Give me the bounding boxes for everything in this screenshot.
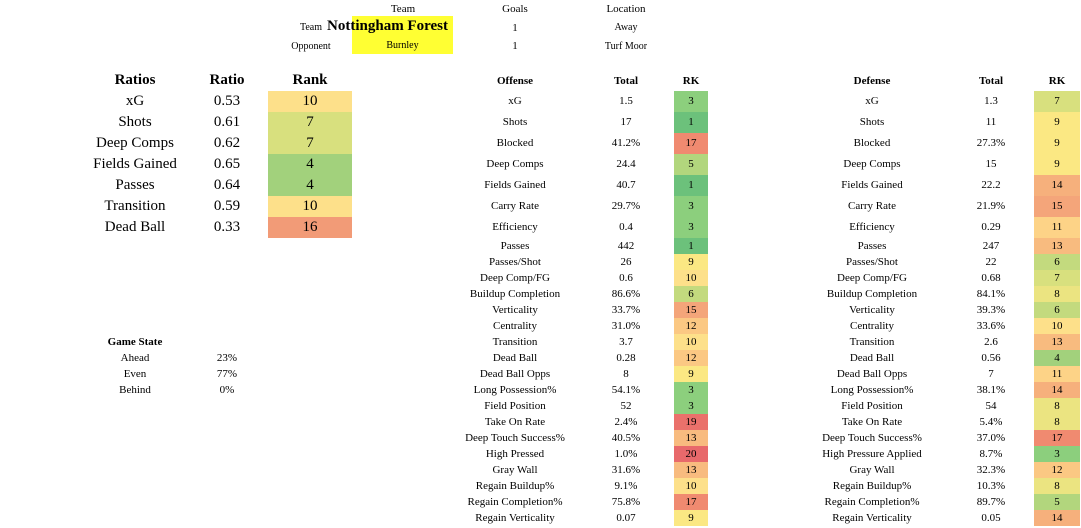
game-state-value: 0% <box>219 384 235 396</box>
team-name-cell[interactable] <box>327 16 453 37</box>
offense-row-rank: 9 <box>674 254 708 270</box>
offense-row-total: 29.7% <box>611 200 641 212</box>
defense-row-total: 10.3% <box>976 480 1006 492</box>
header-location-col: Location <box>606 3 646 15</box>
ratios-row-ratio: 0.53 <box>213 93 241 109</box>
offense-row-label: Passes/Shot <box>489 256 541 268</box>
defense-row-total: 27.3% <box>976 137 1006 149</box>
offense-row-total: 0.28 <box>616 352 636 364</box>
offense-row-rank: 10 <box>674 478 708 494</box>
game-state-label: Behind <box>119 384 151 396</box>
offense-row-total: 8 <box>623 368 629 380</box>
offense-row-rank: 17 <box>674 494 708 510</box>
ratios-row-label: Deep Comps <box>96 135 174 151</box>
offense-row-total: 26 <box>620 256 632 268</box>
defense-row-total: 2.6 <box>984 336 998 348</box>
defense-row-rank: 6 <box>1034 302 1080 318</box>
offense-row-label: Gray Wall <box>492 464 538 476</box>
offense-header: Offense <box>496 75 534 87</box>
offense-row-label: Dead Ball Opps <box>479 368 551 380</box>
defense-row-total: 0.29 <box>981 221 1001 233</box>
offense-row-rank: 1 <box>674 112 708 133</box>
offense-row-label: Deep Comp/FG <box>480 272 550 284</box>
ratios-row-rank: 4 <box>268 175 352 196</box>
defense-row-label: Buildup Completion <box>826 288 918 300</box>
defense-row-total: 21.9% <box>976 200 1006 212</box>
ratios-row-rank: 4 <box>268 154 352 175</box>
offense-row-total: 0.4 <box>619 221 633 233</box>
defense-row-label: Passes/Shot <box>846 256 898 268</box>
defense-row-label: Shots <box>859 116 885 128</box>
offense-row-total: 40.5% <box>611 432 641 444</box>
defense-row-rank: 15 <box>1034 196 1080 217</box>
defense-row-label: Long Possession% <box>830 384 914 396</box>
defense-row-total: 15 <box>985 158 997 170</box>
defense-row-rank: 9 <box>1034 112 1080 133</box>
offense-row-rank: 3 <box>674 91 708 112</box>
header-goals-col: Goals <box>502 3 528 15</box>
defense-row-rank: 13 <box>1034 334 1080 350</box>
ratios-row-rank: 7 <box>268 112 352 133</box>
ratios-row-ratio: 0.65 <box>213 156 241 172</box>
defense-row-label: Deep Comps <box>843 158 901 170</box>
offense-row-label: Take On Rate <box>484 416 546 428</box>
offense-row-rank: 1 <box>674 175 708 196</box>
defense-row-label: Deep Comp/FG <box>837 272 907 284</box>
ratios-row-ratio: 0.62 <box>213 135 241 151</box>
offense-row-rank: 3 <box>674 382 708 398</box>
defense-row-rank: 7 <box>1034 91 1080 112</box>
defense-row-label: Dead Ball <box>849 352 895 364</box>
ratios-row-ratio: 0.59 <box>213 198 241 214</box>
offense-row-total: 54.1% <box>611 384 641 396</box>
offense-row-total: 3.7 <box>619 336 633 348</box>
defense-row-total: 32.3% <box>976 464 1006 476</box>
ratios-row-rank: 7 <box>268 133 352 154</box>
offense-row-label: Field Position <box>484 400 546 412</box>
defense-row-total: 89.7% <box>976 496 1006 508</box>
offense-row-label: Long Possession% <box>473 384 557 396</box>
offense-row-total: 0.6 <box>619 272 633 284</box>
offense-row-rank: 10 <box>674 334 708 350</box>
defense-row-label: Blocked <box>853 137 891 149</box>
defense-row-total: 0.56 <box>981 352 1001 364</box>
offense-row-label: Shots <box>502 116 528 128</box>
offense-row-rank: 13 <box>674 430 708 446</box>
defense-row-rank: 12 <box>1034 462 1080 478</box>
defense-row-rank: 8 <box>1034 398 1080 414</box>
offense-row-label: Deep Comps <box>486 158 544 170</box>
defense-row-total: 5.4% <box>979 416 1003 428</box>
defense-row-rank: 8 <box>1034 478 1080 494</box>
defense-row-rank: 3 <box>1034 446 1080 462</box>
ratios-row-ratio: 0.33 <box>213 219 241 235</box>
team-name: Nottingham Forest <box>327 18 448 34</box>
offense-row-rank: 12 <box>674 350 708 366</box>
game-state-value: 77% <box>216 368 238 380</box>
ratios-row-rank: 16 <box>268 217 352 238</box>
offense-row-label: Fields Gained <box>484 179 546 191</box>
offense-row-label: High Pressed <box>485 448 545 460</box>
offense-row-total: 31.0% <box>611 320 641 332</box>
defense-row-total: 0.68 <box>981 272 1001 284</box>
opponent-location: Turf Moor <box>604 41 648 52</box>
defense-row-total: 33.6% <box>976 320 1006 332</box>
ratio-header: Ratio <box>209 72 245 88</box>
offense-row-label: Blocked <box>496 137 534 149</box>
defense-row-rank: 7 <box>1034 270 1080 286</box>
defense-row-total: 11 <box>985 116 997 128</box>
defense-row-label: Field Position <box>841 400 903 412</box>
opponent-name[interactable]: Burnley <box>352 37 453 54</box>
offense-row-total: 33.7% <box>611 304 641 316</box>
ratios-row-ratio: 0.64 <box>213 177 241 193</box>
offense-row-total: 41.2% <box>611 137 641 149</box>
defense-row-total: 0.05 <box>981 512 1001 524</box>
defense-total-header: Total <box>978 75 1004 87</box>
ratios-row-rank: 10 <box>268 91 352 112</box>
offense-rank-header: RK <box>682 75 700 87</box>
defense-row-total: 247 <box>982 240 1000 252</box>
defense-row-label: Deep Touch Success% <box>822 432 922 444</box>
offense-row-label: Deep Touch Success% <box>465 432 565 444</box>
offense-row-total: 40.7 <box>616 179 636 191</box>
defense-row-label: Centrality <box>850 320 894 332</box>
defense-row-label: High Pressure Applied <box>822 448 922 460</box>
ratios-row-rank: 10 <box>268 196 352 217</box>
defense-row-label: Gray Wall <box>849 464 895 476</box>
defense-row-total: 1.3 <box>984 95 998 107</box>
offense-row-rank: 20 <box>674 446 708 462</box>
offense-row-total: 1.0% <box>614 448 638 460</box>
ratios-row-label: Dead Ball <box>104 219 166 235</box>
defense-row-rank: 5 <box>1034 494 1080 510</box>
defense-row-label: Regain Completion% <box>824 496 920 508</box>
offense-row-rank: 12 <box>674 318 708 334</box>
offense-row-rank: 17 <box>674 133 708 154</box>
offense-row-rank: 13 <box>674 462 708 478</box>
defense-row-total: 8.7% <box>979 448 1003 460</box>
defense-row-rank: 9 <box>1034 133 1080 154</box>
offense-row-total: 9.1% <box>614 480 638 492</box>
offense-row-rank: 19 <box>674 414 708 430</box>
defense-row-rank: 8 <box>1034 414 1080 430</box>
offense-row-rank: 6 <box>674 286 708 302</box>
game-state-label: Even <box>123 368 147 380</box>
defense-row-rank: 14 <box>1034 382 1080 398</box>
offense-row-rank: 15 <box>674 302 708 318</box>
offense-total-header: Total <box>613 75 639 87</box>
defense-row-label: Passes <box>857 240 887 252</box>
opponent-role-label: Opponent <box>291 41 331 52</box>
offense-row-rank: 5 <box>674 154 708 175</box>
defense-row-label: Dead Ball Opps <box>836 368 908 380</box>
defense-row-rank: 4 <box>1034 350 1080 366</box>
defense-row-rank: 14 <box>1034 175 1080 196</box>
defense-row-label: Transition <box>849 336 895 348</box>
defense-row-rank: 14 <box>1034 510 1080 526</box>
offense-row-total: 442 <box>617 240 635 252</box>
game-state-value: 23% <box>216 352 238 364</box>
ratios-row-label: xG <box>125 93 145 109</box>
offense-row-label: Centrality <box>493 320 537 332</box>
rank-header: Rank <box>292 72 328 88</box>
defense-row-total: 38.1% <box>976 384 1006 396</box>
defense-row-rank: 11 <box>1034 217 1080 238</box>
team-goals: 1 <box>512 22 518 34</box>
defense-row-label: Verticality <box>849 304 895 316</box>
ratios-row-label: Passes <box>115 177 155 193</box>
defense-row-rank: 11 <box>1034 366 1080 382</box>
defense-row-label: Carry Rate <box>848 200 896 212</box>
offense-row-rank: 3 <box>674 217 708 238</box>
offense-row-rank: 1 <box>674 238 708 254</box>
ratios-row-ratio: 0.61 <box>213 114 241 130</box>
team-role-label: Team <box>299 22 323 33</box>
defense-row-label: Efficiency <box>849 221 895 233</box>
offense-row-total: 2.4% <box>614 416 638 428</box>
offense-row-rank: 9 <box>674 366 708 382</box>
defense-row-total: 54 <box>985 400 997 412</box>
defense-row-rank: 9 <box>1034 154 1080 175</box>
offense-row-label: Passes <box>500 240 530 252</box>
offense-row-label: Regain Verticality <box>475 512 555 524</box>
defense-row-label: Take On Rate <box>841 416 903 428</box>
offense-row-total: 24.4 <box>616 158 636 170</box>
offense-row-total: 75.8% <box>611 496 641 508</box>
game-state-label: Ahead <box>120 352 150 364</box>
defense-rank-header: RK <box>1048 75 1066 87</box>
game-state-title: Game State <box>107 336 163 348</box>
offense-row-rank: 3 <box>674 398 708 414</box>
offense-row-total: 1.5 <box>619 95 633 107</box>
offense-row-label: Regain Completion% <box>467 496 563 508</box>
offense-row-total: 52 <box>620 400 632 412</box>
team-location: Away <box>614 22 638 33</box>
opponent-goals: 1 <box>512 40 518 52</box>
defense-row-label: Regain Buildup% <box>832 480 912 492</box>
defense-row-rank: 13 <box>1034 238 1080 254</box>
defense-row-total: 84.1% <box>976 288 1006 300</box>
ratios-row-label: Shots <box>118 114 152 130</box>
defense-row-rank: 8 <box>1034 286 1080 302</box>
offense-row-label: Efficiency <box>492 221 538 233</box>
defense-row-total: 7 <box>988 368 994 380</box>
offense-row-total: 31.6% <box>611 464 641 476</box>
offense-row-label: Carry Rate <box>491 200 539 212</box>
defense-row-label: Fields Gained <box>841 179 903 191</box>
offense-row-rank: 10 <box>674 270 708 286</box>
defense-row-total: 37.0% <box>976 432 1006 444</box>
ratios-header: Ratios <box>114 72 156 88</box>
offense-row-rank: 3 <box>674 196 708 217</box>
offense-row-total: 17 <box>620 116 632 128</box>
defense-header: Defense <box>853 75 891 87</box>
header-team-col: Team <box>390 3 416 15</box>
offense-row-total: 86.6% <box>611 288 641 300</box>
offense-row-label: Regain Buildup% <box>475 480 555 492</box>
defense-row-total: 39.3% <box>976 304 1006 316</box>
offense-row-total: 0.07 <box>616 512 636 524</box>
defense-row-rank: 17 <box>1034 430 1080 446</box>
offense-row-rank: 9 <box>674 510 708 526</box>
defense-row-label: xG <box>865 95 879 107</box>
defense-row-label: Regain Verticality <box>832 512 912 524</box>
defense-row-rank: 6 <box>1034 254 1080 270</box>
offense-row-label: Dead Ball <box>492 352 538 364</box>
offense-row-label: xG <box>508 95 522 107</box>
offense-row-label: Transition <box>492 336 538 348</box>
defense-row-total: 22 <box>985 256 997 268</box>
ratios-row-label: Transition <box>104 198 166 214</box>
defense-row-total: 22.2 <box>981 179 1001 191</box>
ratios-row-label: Fields Gained <box>93 156 177 172</box>
offense-row-label: Verticality <box>492 304 538 316</box>
offense-row-label: Buildup Completion <box>469 288 561 300</box>
defense-row-rank: 10 <box>1034 318 1080 334</box>
